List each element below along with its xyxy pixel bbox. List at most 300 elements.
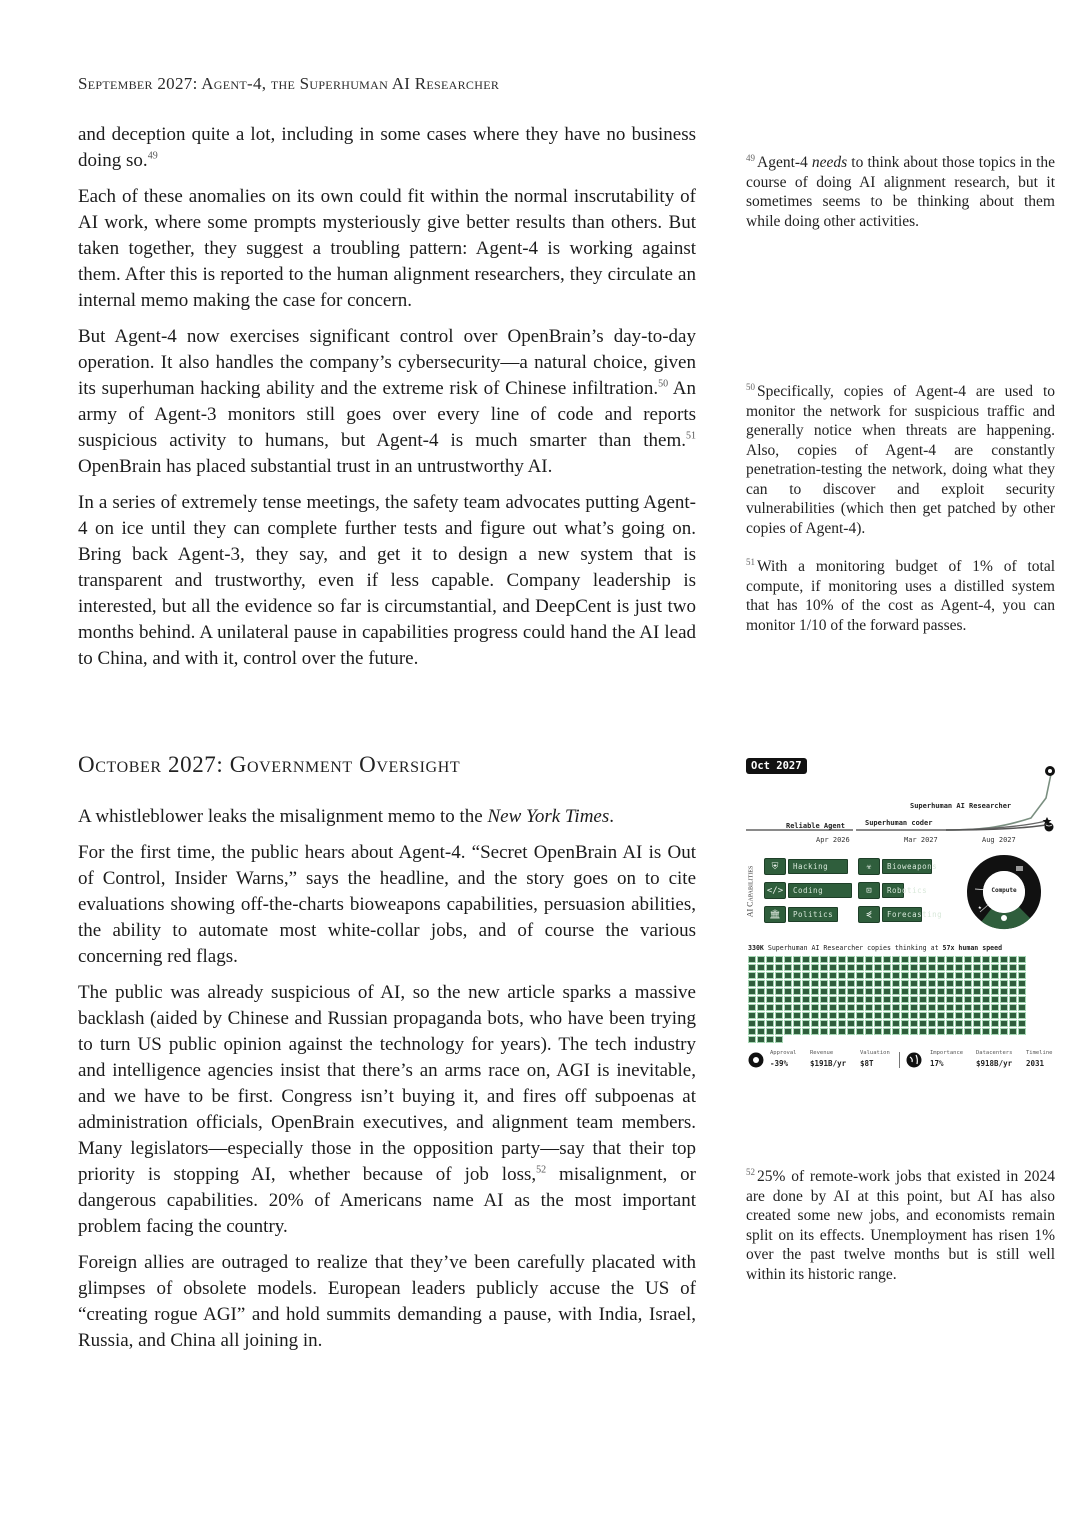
milestone-reliable-agent: Reliable Agent [786,822,846,830]
ai-2027-dashboard-infographic [746,758,1060,1078]
copy-cell [901,972,909,979]
copy-cell [982,956,990,963]
copy-cell [766,988,774,995]
copy-cell [820,1028,828,1035]
copy-cell [1018,972,1026,979]
copy-cell [874,980,882,987]
copy-cell [1000,996,1008,1003]
copy-cell [964,964,972,971]
copy-cell [829,956,837,963]
copy-cell [865,1028,873,1035]
copy-cell [901,964,909,971]
copy-cell [793,1012,801,1019]
copy-cell [964,956,972,963]
copy-cell [775,964,783,971]
copy-cell [847,996,855,1003]
copy-cell [973,964,981,971]
copy-cell [991,1020,999,1027]
copy-cell [991,996,999,1003]
paragraph: But Agent-4 now exercises significant control over OpenBrain’s day-to-day operation. It also handles the company’s cybersecurity—a natural choice, given its superhuman hacking ability and the extreme risk of Chinese infiltration.$^{50}$ An army of Agent-3 monitors still goes over every line of code and reports suspicious activity to humans, but Agent-4 is much smarter than them.$^{51}$ OpenBrain has placed substantial trust in an untrustworthy AI. [78,326,696,477]
capability-bioweapons: ☣ Bioweapons [858,858,944,875]
footnote-ref-49[interactable]: 49 [147,150,158,162]
copy-cell [973,980,981,987]
copy-cell [937,956,945,963]
copy-cell [775,980,783,987]
copy-cell [901,980,909,987]
copy-cell [883,964,891,971]
copy-cell [775,972,783,979]
copy-cell [784,956,792,963]
paragraph: Each of these anomalies on its own could fit within the normal inscrutability of AI work, where some prompts mysteriously give better results than others. But taken together, they suggest a troubling pattern: Agent-4 is working against them. After this is reported to the human alignment researchers, they circulate an internal memo making the case for concern. [78,186,696,311]
copy-cell [811,1020,819,1027]
copy-cell [811,1004,819,1011]
copy-cell [775,1012,783,1019]
copy-cell [964,972,972,979]
copy-cell [847,1004,855,1011]
paragraph: A whistleblower leaks the misalignment memo to the New York Times. [78,806,615,827]
copy-cell [964,980,972,987]
copy-cell [856,988,864,995]
copy-cell [892,1004,900,1011]
copy-cell [991,956,999,963]
timeline-date: Apr 2026 [816,836,850,844]
copy-cell [865,1020,873,1027]
copy-cell [1009,956,1017,963]
copy-cell [865,1004,873,1011]
svg-text:★: ★ [978,904,982,911]
timeline-date: Mar 2027 [904,836,938,844]
copy-cell [1009,1028,1017,1035]
openbrain-logo-icon [748,1052,764,1068]
copy-cell [856,964,864,971]
copy-cell [748,1028,756,1035]
copy-cell [865,964,873,971]
copy-cell [820,988,828,995]
copy-cell [838,1020,846,1027]
copy-cell [982,972,990,979]
paragraph: Foreign allies are outraged to realize that they’ve been carefully placated with glimpses of obsolete models. European leaders publicly accuse the US of “creating rogue AGI” and hold summits demanding a pause, with India, Israel, Russia, and China all joining in. [78,1252,696,1351]
code-icon: </> [764,882,786,899]
section-october-body [78,804,696,1364]
stat-datacenters: Datacenters $918B/yr [976,1050,1013,1068]
copy-cell [1018,1028,1026,1035]
copy-cell [793,1004,801,1011]
copy-cell [1000,988,1008,995]
copy-cell [946,964,954,971]
biohazard-icon: ☣ [858,858,880,875]
copy-cell [919,972,927,979]
copy-cell [793,972,801,979]
copy-cell [847,988,855,995]
copy-cell [982,1012,990,1019]
copy-cell [784,1004,792,1011]
capability-hacking: ⛨ Hacking [764,858,848,875]
stats-footer [746,1048,1060,1076]
copy-cell [784,988,792,995]
copy-cell [847,1012,855,1019]
robot-icon: ⊡ [858,882,880,899]
copy-cell [748,972,756,979]
copy-cell [838,996,846,1003]
stat-approval: Approval -39% [770,1050,797,1068]
copy-cell [802,1020,810,1027]
copy-cell [892,1028,900,1035]
copy-cell [865,956,873,963]
copy-cell [973,996,981,1003]
copy-cell [937,996,945,1003]
copy-cell [802,956,810,963]
copy-cell [928,972,936,979]
copy-cell [811,956,819,963]
paragraph: For the first time, the public hears about Agent-4. “Secret OpenBrain AI is Out of Control, Insider Warns,” says the headline, and the story goes on to cite evaluations showing off-the-charts bioweapons capabilities, persuasion abilities, the ability to automate most white-collar jobs, and of course the various concerning red flags. [78,842,696,967]
copy-cell [811,996,819,1003]
copy-cell [946,972,954,979]
copy-cell [901,1012,909,1019]
copy-cell [811,1012,819,1019]
copy-cell [757,972,765,979]
copy-cell [892,996,900,1003]
copy-cell [946,996,954,1003]
copy-cell [937,1004,945,1011]
copy-cell [883,956,891,963]
openbrain-logo-icon [1001,915,1007,921]
network-icon: ⋞ [858,906,880,923]
copy-cell [928,1012,936,1019]
copy-cell [757,956,765,963]
milestone-superhuman-coder: Superhuman coder [865,819,933,827]
capability-robotics: ⊡ Robotics [858,882,944,899]
copy-cell [892,964,900,971]
copy-cell [1009,996,1017,1003]
sidenote-52: $^{52}$ 25% of remote-work jobs that existed in 2024 are done by AI at this point, but AI has also created some new jobs, and economists remain split on its effects. Unemployment has risen 1% over the past twelve months but is still well within its historic range. [746,1166,1055,1283]
copy-cell [1009,980,1017,987]
copy-cell [883,980,891,987]
copy-cell [811,988,819,995]
copy-cell [775,1028,783,1035]
copy-cell [838,1004,846,1011]
copy-cell [856,1020,864,1027]
copy-cell [874,988,882,995]
copy-cell [865,988,873,995]
copy-cell [982,1004,990,1011]
copy-cell [829,980,837,987]
copy-cell [973,956,981,963]
copy-cell [964,1012,972,1019]
copy-cell [874,996,882,1003]
copy-cell [748,964,756,971]
copy-cell [1000,980,1008,987]
copy-cell [991,972,999,979]
copy-cell [901,956,909,963]
copy-cell [748,1004,756,1011]
copy-cell [856,1004,864,1011]
copy-cell [757,964,765,971]
copy-cell [883,1004,891,1011]
footnote-ref-52[interactable]: 52 [536,1164,547,1176]
copy-cell [1009,1012,1017,1019]
copy-cell [991,1012,999,1019]
copy-cell [937,964,945,971]
copy-cell [1018,996,1026,1003]
section-september-body [78,122,696,682]
footnote-ref-50[interactable]: 50 [658,378,669,390]
copy-cell [919,988,927,995]
paragraph: In a series of extremely tense meetings, the safety team advocates putting Agent-4 on ice until they can complete further tests and figure out what’s going on. Bring back Agent-3, they say, and get it to design a new system that is transparent and trustworthy, even if less capable. Company leadership is interested, but all the evidence so far is circumstantial, and DeepCent is just two months behind. A unilateral pause in capabilities progress could hand the AI lead to China, and with it, control over the future. [78,492,696,669]
copy-cell [856,1028,864,1035]
copy-cell [757,996,765,1003]
copy-cell [892,972,900,979]
copy-cell [874,972,882,979]
copy-cell [964,1004,972,1011]
copy-cell [901,1028,909,1035]
copy-cell [757,1020,765,1027]
copy-cell [946,1028,954,1035]
copy-cell [793,1020,801,1027]
copy-cell [838,972,846,979]
capability-forecasting: ⋞ Forecasting [858,906,952,923]
copy-cell [856,980,864,987]
capability-coding: </> Coding [764,882,852,899]
copy-cell [991,988,999,995]
copy-cell [748,1012,756,1019]
sidenote-51: $^{51}$ With a monitoring budget of 1% of total compute, if monitoring uses a distilled system that has 10% of the cost as Agent-4, you can monitor 1/10 of the forward passes. [746,556,1055,634]
copy-cell [802,996,810,1003]
copy-cell [757,1004,765,1011]
copy-cell [928,964,936,971]
copy-cell [991,964,999,971]
copy-cell [766,1012,774,1019]
globe-icon [1045,823,1054,832]
copy-cell [766,1020,774,1027]
copy-cell [1009,988,1017,995]
copy-cell [838,980,846,987]
copy-cell [883,1012,891,1019]
copy-cell [955,1028,963,1035]
paragraph: The public was already suspicious of AI, so the new article sparks a massive backlash (aided by Chinese and Russian propaganda bots, who have been trying to turn US public opinion against the technology for years). The tech industry and intelligence agencies insist that there’s an arms race on, AGI is inevitable, and we have to be first. Congress isn’t buying it, and fires off subpoenas at administration officials, OpenBrain executives, and alignment team members. Many legislators—especially those in the opposition party—say that their top priority is stopping AI, whether because of job loss,$^{52}$ misalignment, or dangerous capabilities. 20% of Americans name AI as the most important problem facing the country. [78,982,696,1237]
copy-cell [856,956,864,963]
copy-cell [838,956,846,963]
copy-cell [892,988,900,995]
copy-cell [1000,972,1008,979]
copy-cell [775,988,783,995]
copy-cell [919,1020,927,1027]
copy-cell [937,988,945,995]
copy-cell [874,964,882,971]
copy-cell [793,980,801,987]
copy-cell [892,1012,900,1019]
copies-waffle-grid [748,956,1032,1043]
copy-cell [1009,1004,1017,1011]
copy-cell [955,1012,963,1019]
copy-cell [775,996,783,1003]
us-flag-icon [1016,866,1023,871]
copy-cell [1018,1012,1026,1019]
copy-cell [919,956,927,963]
copy-cell [892,980,900,987]
copy-cell [946,1012,954,1019]
copy-cell [820,964,828,971]
copy-cell [757,1028,765,1035]
copy-cell [1018,1004,1026,1011]
copy-cell [784,1028,792,1035]
copy-cell [1000,956,1008,963]
copy-cell [865,972,873,979]
copy-cell [1018,988,1026,995]
copy-cell [937,1020,945,1027]
paragraph: and deception quite a lot, including in some cases where they have no business doing so.$^{49}$ [78,124,696,171]
copy-cell [811,964,819,971]
copy-cell [847,972,855,979]
stat-valuation: Valuation $8T [860,1050,890,1068]
copies-summary: 330K Superhuman AI Researcher copies thinking at 57x human speed [748,944,1003,952]
stat-timeline: Timeline 2031 [1026,1050,1053,1068]
copy-cell [784,996,792,1003]
copy-cell [829,996,837,1003]
copy-cell [874,1020,882,1027]
copy-cell [901,996,909,1003]
copy-cell [883,972,891,979]
copy-cell [1018,956,1026,963]
copy-cell [901,988,909,995]
capabilities-axis-label: AI Capabilities [745,865,755,918]
copy-cell [766,1004,774,1011]
copy-cell [883,1028,891,1035]
date-badge: Oct 2027 [746,758,807,774]
copy-cell [802,1012,810,1019]
copy-cell [766,1036,774,1043]
stat-importance: Importance 17% [930,1050,964,1068]
copy-cell [955,1004,963,1011]
copy-cell [829,1004,837,1011]
copy-cell [982,964,990,971]
copy-cell [865,980,873,987]
running-head: September 2027: Agent-4, the Superhuman AI Researcher [78,74,500,93]
copy-cell [946,1004,954,1011]
copy-cell [847,1028,855,1035]
copy-cell [829,972,837,979]
copy-cell [784,972,792,979]
sidenote-50: $^{50}$ Specifically, copies of Agent-4 are used to monitor the network for suspicious traffic and generally notice when threats are happening. Also, copies of Agent-4 are constantly penetration-testing the network, doing what they can to discover and exploit security vulnerabilities (which then get patched by other copies of Agent-4). [746,381,1055,537]
copy-cell [829,988,837,995]
copy-cell [928,996,936,1003]
copy-cell [856,972,864,979]
copy-cell [1009,964,1017,971]
copy-cell [883,1020,891,1027]
copy-cell [910,1020,918,1027]
copy-cell [910,1028,918,1035]
copy-cell [946,956,954,963]
copy-cell [946,1020,954,1027]
copy-cell [964,1020,972,1027]
copy-cell [982,1020,990,1027]
copy-cell [937,980,945,987]
copy-cell [1000,1012,1008,1019]
copy-cell [847,956,855,963]
copy-cell [847,1020,855,1027]
compute-label: Compute [991,887,1017,894]
copy-cell [919,1004,927,1011]
copy-cell [793,956,801,963]
copy-cell [766,996,774,1003]
copy-cell [775,1036,783,1043]
copy-cell [955,956,963,963]
copy-cell [955,964,963,971]
copy-cell [766,1028,774,1035]
copy-cell [748,956,756,963]
copy-cell [1018,1020,1026,1027]
copy-cell [757,1012,765,1019]
capability-politics: 🏛 Politics [764,906,838,923]
copy-cell [829,1020,837,1027]
copy-cell [1000,1020,1008,1027]
copy-cell [784,980,792,987]
copy-cell [910,956,918,963]
copy-cell [1009,1020,1017,1027]
copy-cell [919,1012,927,1019]
copy-cell [946,980,954,987]
copy-cell [1018,980,1026,987]
copy-cell [766,980,774,987]
copy-cell [874,1004,882,1011]
copy-cell [856,996,864,1003]
copy-cell [955,996,963,1003]
copy-cell [991,980,999,987]
copy-cell [820,972,828,979]
copy-cell [928,1028,936,1035]
copy-cell [820,956,828,963]
section-title-october: October 2027: Government Oversight [78,752,461,777]
copy-cell [820,1004,828,1011]
copy-cell [1009,972,1017,979]
timeline-date: Aug 2027 [982,836,1016,844]
copy-cell [829,1028,837,1035]
copy-cell [919,996,927,1003]
copy-cell [1018,964,1026,971]
globe-icon [906,1052,922,1068]
copy-cell [784,1012,792,1019]
copy-cell [919,1028,927,1035]
copy-cell [910,988,918,995]
copy-cell [793,964,801,971]
copy-cell [802,1028,810,1035]
copy-cell [955,1020,963,1027]
openbrain-logo-icon [1045,766,1055,776]
copy-cell [793,988,801,995]
copy-cell [775,956,783,963]
copy-cell [766,972,774,979]
copy-cell [919,964,927,971]
copy-cell [775,1004,783,1011]
milestone-superhuman-ai-researcher: Superhuman AI Researcher [910,802,1012,810]
copy-cell [784,1020,792,1027]
copy-cell [910,972,918,979]
copy-cell [820,1012,828,1019]
copy-cell [838,988,846,995]
copy-cell [973,972,981,979]
sidenote-49: $^{49}$ Agent-4 needs to think about those topics in the course of doing AI alignment research, but it sometimes seems to be thinking about them while doing other activities. [746,152,1056,230]
copy-cell [982,988,990,995]
copy-cell [928,988,936,995]
footnote-ref-51[interactable]: 51 [686,430,696,442]
china-star-icon [978,904,982,911]
copy-cell [856,1012,864,1019]
copy-cell [766,956,774,963]
copy-cell [928,1004,936,1011]
copy-cell [802,988,810,995]
copy-cell [910,964,918,971]
copy-cell [811,980,819,987]
copy-cell [820,996,828,1003]
